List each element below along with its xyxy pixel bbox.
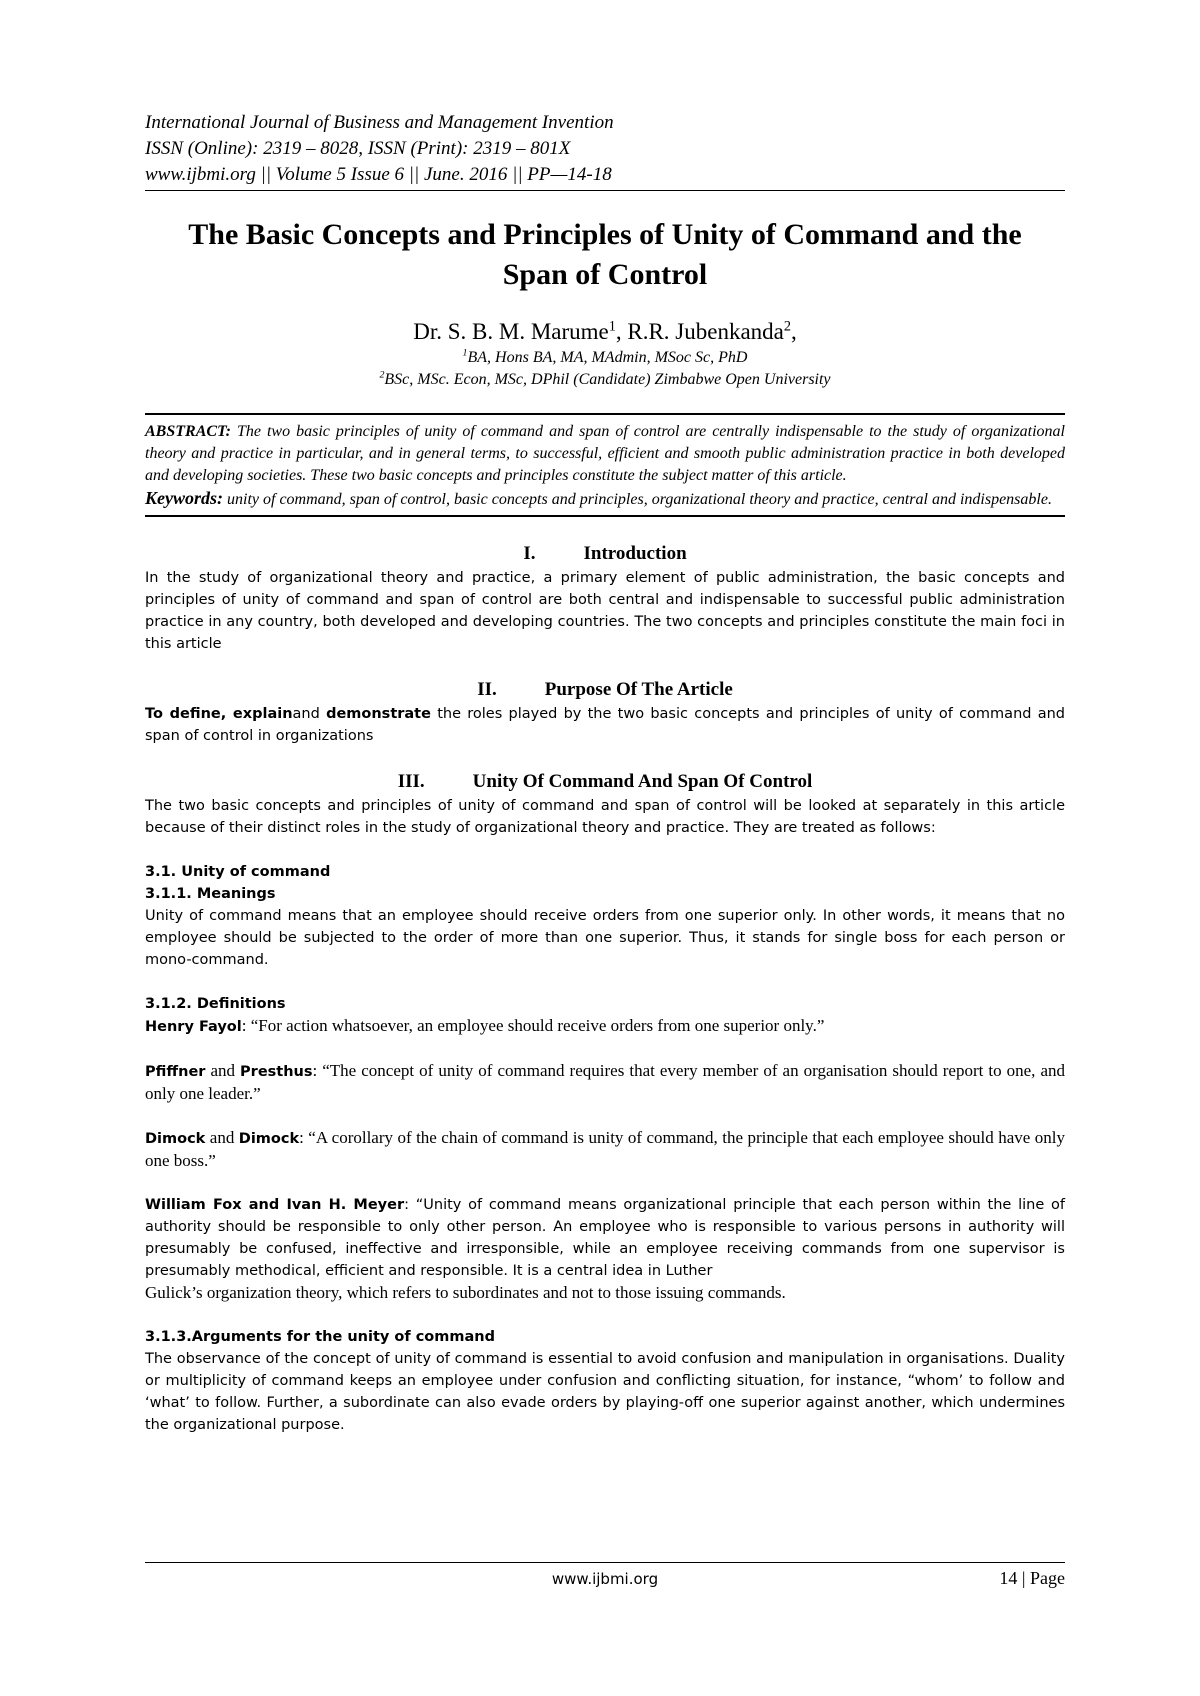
section-1-text: In the study of organizational theory and practice, a primary element of public administration, the basic concepts and principles of unity of command and span of control are both central and indispensable to successful public administration practice in any country, both developed and developing countries. The two concepts and principles constitute the main foci in this article bbox=[145, 570, 1065, 652]
affiliation-2 bbox=[145, 369, 1065, 391]
author-2: R.R. Jubenkanda bbox=[627, 319, 784, 344]
presthus-name: Presthus bbox=[240, 1064, 313, 1080]
keywords-paragraph bbox=[145, 487, 1065, 511]
affiliation-1-sup: 1 bbox=[462, 347, 468, 359]
footer-rule bbox=[145, 1562, 1065, 1563]
affiliation-1-text: BA, Hons BA, MA, MAdmin, MSoc Sc, PhD bbox=[467, 349, 748, 366]
author-list bbox=[145, 317, 1065, 347]
title-line-1: The Basic Concepts and Principles of Unity of Command and the bbox=[188, 218, 1022, 251]
author-separator: , bbox=[615, 319, 628, 344]
paper-page bbox=[145, 110, 1065, 1436]
page-footer bbox=[145, 1562, 1065, 1588]
abstract-text: The two basic principles of unity of command and span of control are centrally indispensable to the study of organizational theory and practice in particular, and in general terms, to successful, efficient and smooth public administration practice in both developed and developing societies. These two basic concepts and principles constitute the subject matter of this article. bbox=[145, 423, 1065, 484]
subsection-3-1-1-text: Unity of command means that an employee should receive orders from one superior only. In other words, it means that no employee should be subjected to the order of more than one superior. Thus, it stands for single boss for each person or mono-command. bbox=[145, 908, 1065, 968]
section-2-title: Purpose Of The Article bbox=[544, 679, 733, 700]
section-2-heading bbox=[145, 677, 1065, 703]
keywords-label: Keywords: bbox=[145, 488, 223, 508]
keywords-text: unity of command, span of control, basic concepts and principles, organizational theory and practice, central and indispensable. bbox=[223, 491, 1052, 508]
author-2-sup: 2 bbox=[783, 318, 791, 335]
fayol-name: Henry Fayol bbox=[145, 1019, 242, 1035]
section-2-number: II. bbox=[477, 679, 497, 700]
footer-page-number: 14 | Page bbox=[999, 1568, 1065, 1588]
dimock-and: and bbox=[205, 1128, 239, 1147]
section-3-title: Unity Of Command And Span Of Control bbox=[472, 771, 813, 792]
paper-title bbox=[145, 215, 1065, 295]
section-2-bold-1: To define, explain bbox=[145, 706, 293, 722]
footer-url: www.ijbmi.org bbox=[551, 1570, 659, 1588]
abstract-label: ABSTRACT: bbox=[145, 423, 231, 440]
definition-pfiffner bbox=[145, 1060, 1065, 1105]
section-3-text: The two basic concepts and principles of unity of command and span of control will be looked at separately in this article because of their distinct roles in the study of organizational theory and practice. They are treated as follows: bbox=[145, 798, 1065, 836]
journal-volume: www.ijbmi.org || Volume 5 Issue 6 || June. 2016 || PP—14-18 bbox=[145, 164, 612, 185]
fox-meyer-text-1: : “Unity of command means organizational principle that each person within the line of authority should be responsible to only other person. An employee who is responsible to various persons in authority will presumably be confused, ineffective and irresponsible, while an employee receiving commands from one supervisor is presumably methodical, efficient and responsible. It is a central idea in Luther bbox=[145, 1197, 1065, 1279]
author-1: Dr. S. B. M. Marume bbox=[413, 319, 609, 344]
pfiffner-text: : “The concept of unity of command requires that every member of an organisation should report to one, and only one leader.” bbox=[145, 1061, 1065, 1103]
journal-header bbox=[145, 110, 1065, 188]
section-2-text-1: and bbox=[292, 706, 327, 722]
journal-name: International Journal of Business and Management Invention bbox=[145, 112, 614, 133]
dimock-name-1: Dimock bbox=[145, 1131, 206, 1147]
subsection-3-1-3-text: The observance of the concept of unity of command is essential to avoid confusion and manipulation in organisations. Duality or multiplicity of command keeps an employee under confusion and conflicting situation, for instance, “whom’ to follow and ‘what’ to follow. Further, a subordinate can also evade orders by playing-off one superior against another, which undermines the organizational purpose. bbox=[145, 1351, 1065, 1433]
subsection-3-1-1-heading: 3.1.1. Meanings bbox=[145, 886, 276, 902]
fox-meyer-name: William Fox and Ivan H. Meyer bbox=[145, 1197, 405, 1213]
fox-meyer-text-2: Gulick’s organization theory, which refers to subordinates and not to those issuing commands. bbox=[145, 1283, 786, 1302]
dimock-name-2: Dimock bbox=[238, 1131, 300, 1147]
definition-dimock bbox=[145, 1127, 1065, 1172]
subsection-3-1-3-heading: 3.1.3.Arguments for the unity of command bbox=[145, 1329, 495, 1345]
affiliation-2-sup: 2 bbox=[379, 369, 385, 381]
author-end: , bbox=[791, 319, 797, 344]
abstract-box bbox=[145, 413, 1065, 517]
section-2-text-2: the roles played by the two basic concepts and principles of unity of command and span of control in organizations bbox=[145, 706, 1065, 744]
fayol-text: : “For action whatsoever, an employee should receive orders from one superior only.” bbox=[241, 1016, 825, 1035]
subsection-3-1-2-heading: 3.1.2. Definitions bbox=[145, 996, 286, 1012]
affiliation-1 bbox=[145, 347, 1065, 369]
header-rule bbox=[145, 190, 1065, 191]
section-1-title: Introduction bbox=[583, 543, 687, 564]
author-1-sup: 1 bbox=[608, 318, 616, 335]
affiliation-2-text: BSc, MSc. Econ, MSc, DPhil (Candidate) Zimbabwe Open University bbox=[384, 371, 831, 388]
dimock-text: : “A corollary of the chain of command is unity of command, the principle that each employee should have only one boss.” bbox=[145, 1128, 1066, 1170]
definition-fayol bbox=[145, 1015, 1065, 1038]
journal-issn: ISSN (Online): 2319 – 8028, ISSN (Print): 2319 – 801X bbox=[145, 138, 571, 159]
definition-fox-meyer bbox=[145, 1194, 1065, 1282]
section-2-bold-2: demonstrate bbox=[326, 706, 431, 722]
pfiffner-and: and bbox=[205, 1061, 241, 1080]
section-1-number: I. bbox=[523, 543, 536, 564]
pfiffner-name: Pfiffner bbox=[145, 1064, 206, 1080]
section-3-heading bbox=[145, 769, 1065, 795]
section-1-heading bbox=[145, 541, 1065, 567]
subsection-3-1-heading: 3.1. Unity of command bbox=[145, 864, 331, 880]
title-line-2: Span of Control bbox=[502, 258, 708, 291]
section-3-number: III. bbox=[397, 771, 425, 792]
abstract-paragraph bbox=[145, 421, 1065, 487]
section-2-text bbox=[145, 703, 1065, 747]
